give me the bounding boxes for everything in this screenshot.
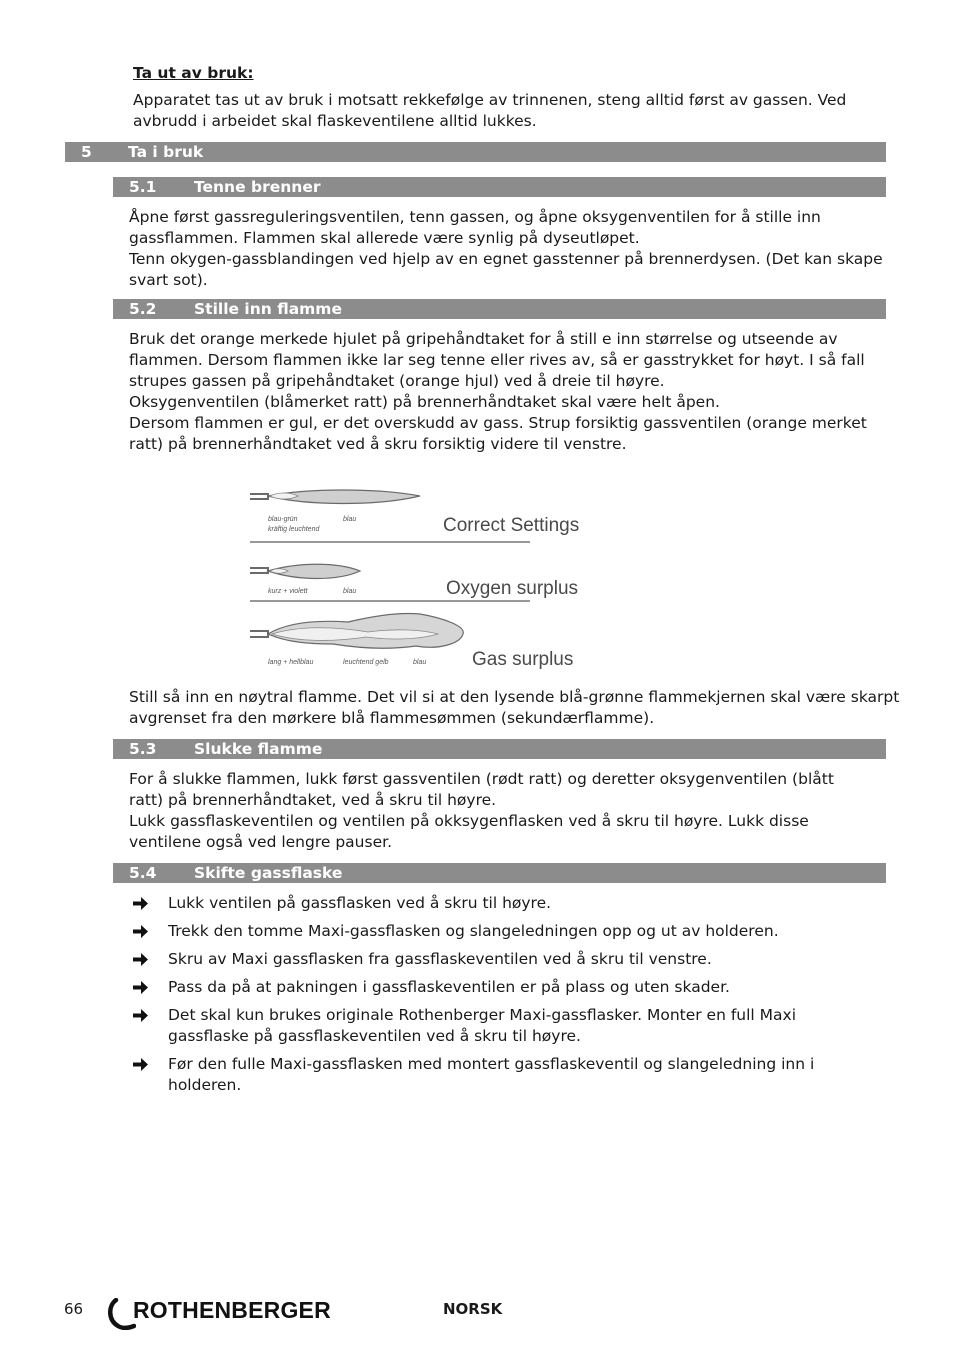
s53-line-1: For å slukke flammen, lukk først gassventilen (rødt ratt) og deretter oksygenventilen (blått [129, 770, 834, 788]
page-number: 66 [64, 1300, 84, 1318]
list-item-text-continued: gassflaske på gassflaskeventilen ved å skru til høyre. [168, 1027, 581, 1045]
section-title: Ta i bruk [128, 143, 204, 161]
list-item-text: Trekk den tomme Maxi-gassflasken og slangeledningen opp og ut av holderen. [168, 922, 779, 940]
language-label: NORSK [443, 1300, 503, 1318]
arrow-right-icon [131, 893, 151, 914]
correct-label: Correct Settings [443, 515, 580, 536]
correct-note-1: blau-grün [268, 516, 298, 523]
section-title: Slukke flamme [194, 740, 323, 758]
list-item-text: Før den fulle Maxi-gassflasken med montert gassflaskeventil og slangeledning inn i [168, 1055, 815, 1073]
arrow-right-icon [131, 977, 151, 998]
intro-heading: Ta ut av bruk: [133, 64, 254, 82]
s51-line-1: Åpne først gassreguleringsventilen, tenn gassen, og åpne oksygenventilen for å stille inn [129, 208, 821, 226]
correct-note-3: blau [343, 516, 357, 523]
s52-after-line-1: Still så inn en nøytral flamme. Det vil si at den lysende blå-grønne flammekjernen skal være skarpt [129, 688, 900, 706]
section-5-4-heading [113, 863, 886, 883]
list-item-text: Det skal kun brukes originale Rothenberger Maxi-gassflasker. Monter en full Maxi [168, 1006, 797, 1024]
list-item-text: Lukk ventilen på gassflasken ved å skru til høyre. [168, 894, 552, 912]
intro-line-1: Apparatet tas ut av bruk i motsatt rekkefølge av trinnenen, steng alltid først av gassen. Ved [133, 91, 847, 109]
arrow-right-icon [131, 1005, 151, 1026]
section-title: Stille inn flamme [194, 300, 342, 318]
s51-line-3: Tenn okygen-gassblandingen ved hjelp av en egnet gasstenner på brennerdysen. (Det kan skape [129, 250, 883, 268]
flame-gas-surplus [250, 613, 573, 670]
s53-line-3: Lukk gassflaskeventilen og ventilen på okksygenflasken ved å skru til høyre. Lukk disse [129, 812, 809, 830]
arrow-right-icon [131, 921, 151, 942]
arrow-right-icon [131, 1054, 151, 1075]
flame-settings-figure [248, 482, 608, 672]
s52-line-4: Oksygenventilen (blåmerket ratt) på brennerhåndtaket skal være helt åpen. [129, 393, 720, 411]
list-item-text: Skru av Maxi gassflasken fra gassflaskeventilen ved å skru til venstre. [168, 950, 712, 968]
s52-line-2: flammen. Dersom flammen ikke lar seg tenne eller rives av, så er gasstrykket for høyt. I så fall [129, 351, 865, 369]
gas-label: Gas surplus [472, 649, 574, 670]
oxygen-note-1: kurz + violett [268, 588, 308, 595]
s52-line-1: Bruk det orange merkede hjulet på gripehåndtaket for å still e inn størrelse og utseende av [129, 330, 838, 348]
s52-line-3: strupes gassen på gripehåndtaket (orange hjul) ved å dreie til høyre. [129, 372, 665, 390]
arrow-right-icon [131, 949, 151, 970]
flame-correct [250, 490, 579, 542]
s52-after-line-2: avgrenset fra den mørkere blå flammesømmen (sekundærflamme). [129, 709, 655, 727]
list-item-text-continued: holderen. [168, 1076, 242, 1094]
brand-logo-swoosh-icon [106, 1298, 136, 1330]
flame-oxygen-surplus [250, 564, 578, 601]
oxygen-label: Oxygen surplus [446, 578, 579, 599]
section-number: 5.3 [129, 740, 157, 758]
s51-line-2: gassflammen. Flammen skal allerede være synlig på dyseutløpet. [129, 229, 640, 247]
section-number: 5.2 [129, 300, 157, 318]
list-item-text: Pass da på at pakningen i gassflaskeventilen er på plass og uten skader. [168, 978, 730, 996]
s53-line-4: ventilene også ved lengre pauser. [129, 833, 392, 851]
gas-note-1: lang + hellblau [268, 659, 314, 666]
section-title: Skifte gassflaske [194, 864, 343, 882]
s51-line-4: svart sot). [129, 271, 208, 289]
section-title: Tenne brenner [194, 178, 321, 196]
section-5-1-heading [113, 177, 886, 197]
section-number: 5.4 [129, 864, 157, 882]
s53-line-2: ratt) på brennerhåndtaket, ved å skru til høyre. [129, 791, 497, 809]
section-5-3-heading [113, 739, 886, 759]
correct-note-2: kräftig leuchtend [268, 526, 320, 533]
brand-logo: ROTHENBERGER [133, 1297, 331, 1323]
section-5-heading [65, 142, 886, 162]
s52-line-6: ratt) på brennerhåndtaket ved å skru forsiktig videre til venstre. [129, 435, 627, 453]
s52-line-5: Dersom flammen er gul, er det overskudd av gass. Strup forsiktig gassventilen (orange merket [129, 414, 867, 432]
gas-note-2: leuchtend gelb [343, 659, 389, 666]
section-number: 5.1 [129, 178, 157, 196]
intro-line-2: avbrudd i arbeidet skal flaskeventilene alltid lukkes. [133, 112, 537, 130]
oxygen-note-2: blau [343, 588, 357, 595]
section-5-2-heading [113, 299, 886, 319]
section-number: 5 [81, 143, 92, 161]
gas-note-3: blau [413, 659, 427, 666]
